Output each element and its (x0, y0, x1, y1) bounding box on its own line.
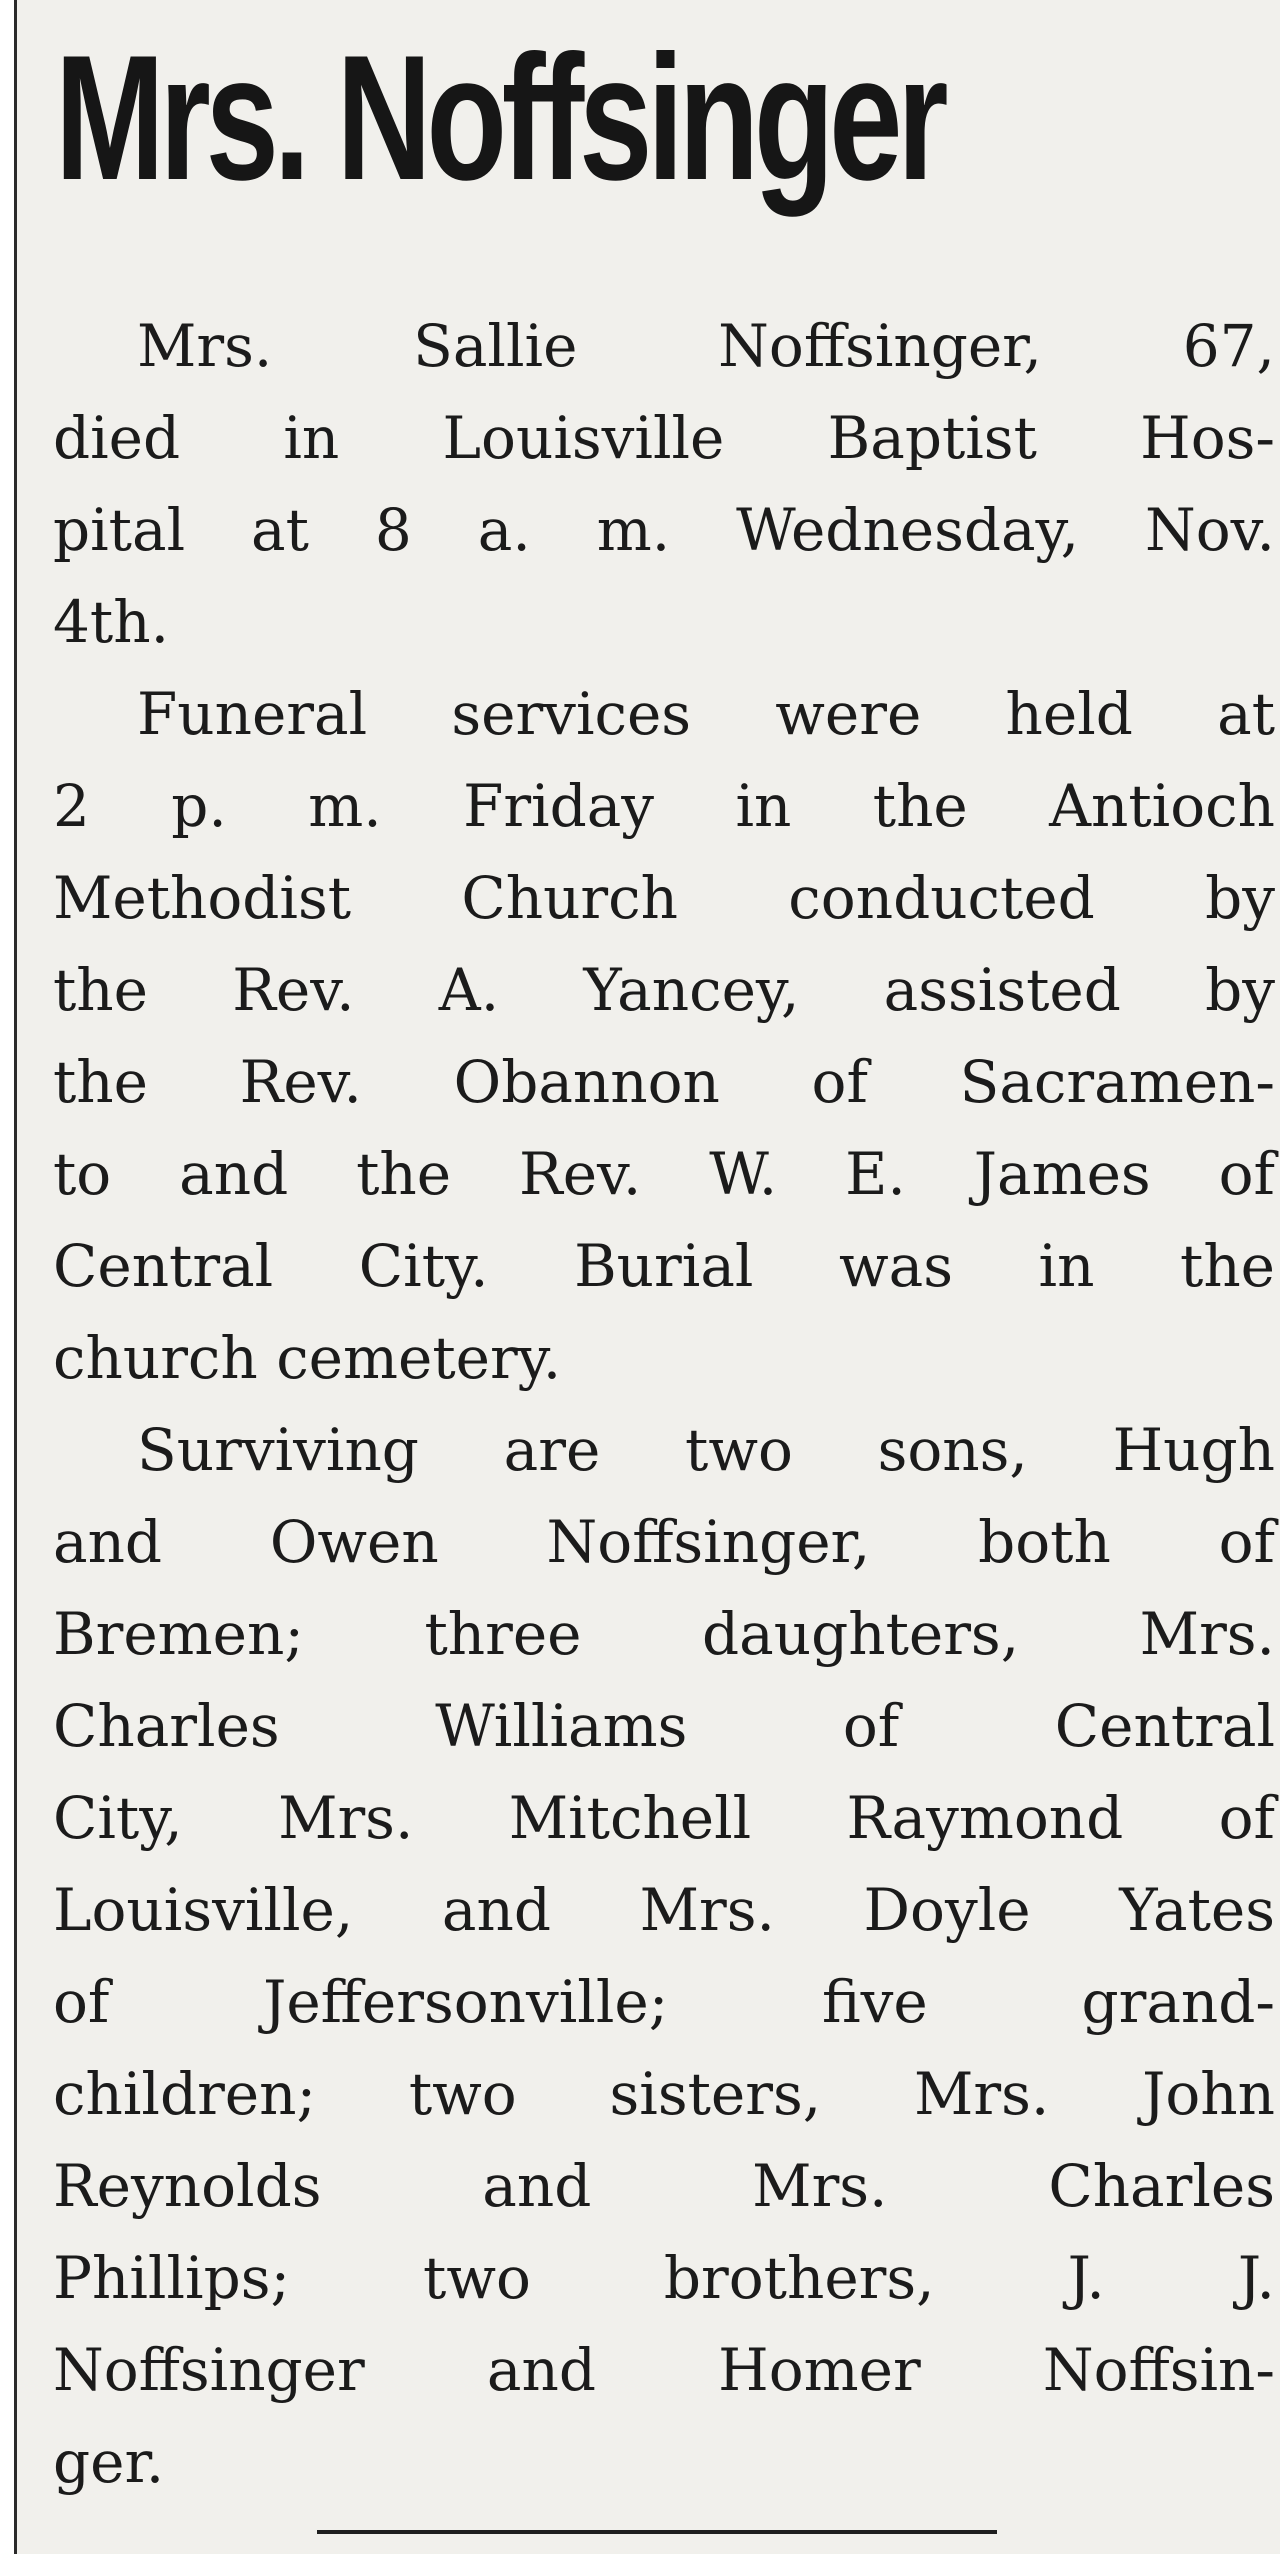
article-line: Methodist Church conducted by (53, 864, 1275, 932)
article-line: church cemetery. (53, 1324, 562, 1392)
article-line: City, Mrs. Mitchell Raymond of (53, 1784, 1275, 1852)
article-line: died in Louisville Baptist Hos- (53, 404, 1275, 472)
article-line: the Rev. Obannon of Sacramen- (53, 1048, 1275, 1116)
article-line: of Jeffersonville; five grand- (53, 1968, 1275, 2036)
article-line: Reynolds and Mrs. Charles (53, 2152, 1275, 2220)
article-line: to and the Rev. W. E. James of (53, 1140, 1275, 1208)
article-line: the Rev. A. Yancey, assisted by (53, 956, 1275, 1024)
article-line: Noffsinger and Homer Noffsin- (53, 2336, 1275, 2404)
article-line: and Owen Noffsinger, both of (53, 1508, 1275, 1576)
article-line: 4th. (53, 588, 169, 656)
article-line: pital at 8 a. m. Wednesday, Nov. (53, 496, 1275, 564)
article-line: ger. (53, 2428, 165, 2496)
article-line: children; two sisters, Mrs. John (53, 2060, 1275, 2128)
article-body (53, 300, 1275, 2508)
article-line: Bremen; three daughters, Mrs. (53, 1600, 1275, 1668)
article-line: 2 p. m. Friday in the Antioch (53, 772, 1275, 840)
article-line: Central City. Burial was in the (53, 1232, 1275, 1300)
article-line: Louisville, and Mrs. Doyle Yates (53, 1876, 1275, 1944)
article-line: Charles Williams of Central (53, 1692, 1275, 1760)
article-line: Funeral services were held at (137, 680, 1275, 748)
end-rule (317, 2530, 997, 2534)
newspaper-clipping (14, 0, 1280, 2554)
headline: Mrs. Noffsinger (55, 18, 944, 217)
article-line: Phillips; two brothers, J. J. (53, 2244, 1275, 2312)
article-line: Mrs. Sallie Noffsinger, 67, (137, 312, 1275, 380)
article-line: Surviving are two sons, Hugh (137, 1416, 1275, 1484)
